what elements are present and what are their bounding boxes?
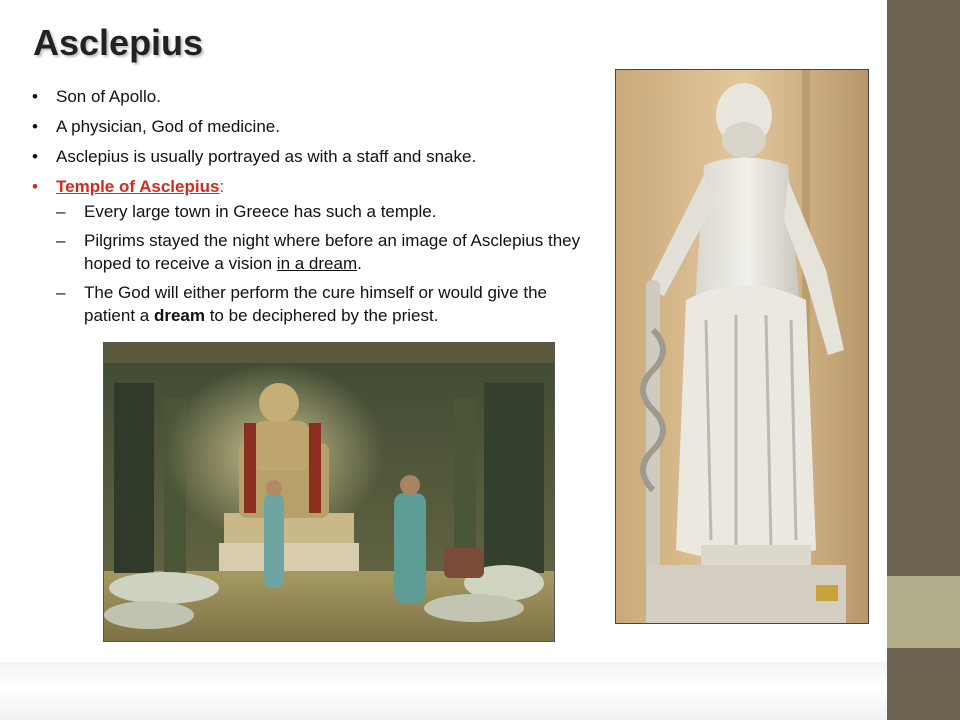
- bullet-item-highlight: [32, 176, 612, 198]
- sub-bullet-item: [56, 281, 596, 327]
- sub-bullet-text: Pilgrims stayed the night where before an image of Asclepius they hoped to receive a vision: [84, 231, 581, 273]
- statue-photo-image: [615, 69, 869, 624]
- bullet-text: Asclepius is usually portrayed as with a staff and snake.: [56, 147, 477, 166]
- temple-heading-suffix: :: [219, 177, 225, 196]
- bullet-item: [32, 146, 612, 168]
- sub-bullet-marker: –: [56, 283, 66, 302]
- sub-bullet-text-end: to be deciphered by the priest.: [204, 306, 439, 325]
- sidebar-segment-middle: [887, 576, 960, 648]
- sub-bullet-text: The God will either perform the cure himself or would give the patient a: [84, 283, 547, 325]
- temple-heading: Temple of Asclepius: [56, 177, 220, 196]
- sidebar-segment-top: [887, 0, 960, 576]
- slide-title: Asclepius: [33, 22, 204, 63]
- bullet-item: [32, 116, 612, 138]
- sub-bullet-marker: –: [56, 231, 66, 250]
- bullet-marker: •: [32, 87, 38, 106]
- bullet-list: [32, 86, 612, 206]
- sub-bullet-item: [56, 200, 596, 223]
- bullet-marker: •: [32, 177, 38, 196]
- temple-painting-illustration: [104, 343, 554, 641]
- sidebar-segment-bottom: [887, 648, 960, 720]
- bullet-marker: •: [32, 117, 38, 136]
- sub-bullet-marker: –: [56, 202, 66, 221]
- bullet-item: [32, 86, 612, 108]
- sub-bullet-text: Every large town in Greece has such a temple.: [84, 202, 437, 221]
- slide-bottom-shade: [0, 662, 887, 720]
- bullet-text: A physician, God of medicine.: [56, 117, 280, 136]
- bullet-text: Son of Apollo.: [56, 87, 161, 106]
- theme-sidebar: [887, 0, 960, 720]
- bullet-marker: •: [32, 147, 38, 166]
- sub-bullet-text-end: .: [357, 254, 362, 273]
- statue-illustration: [616, 70, 868, 623]
- sub-bullet-list: [56, 200, 596, 333]
- temple-painting-image: [103, 342, 555, 642]
- bold-word: dream: [153, 306, 205, 325]
- sub-bullet-item: [56, 229, 596, 275]
- underlined-phrase: in a dream: [276, 254, 358, 273]
